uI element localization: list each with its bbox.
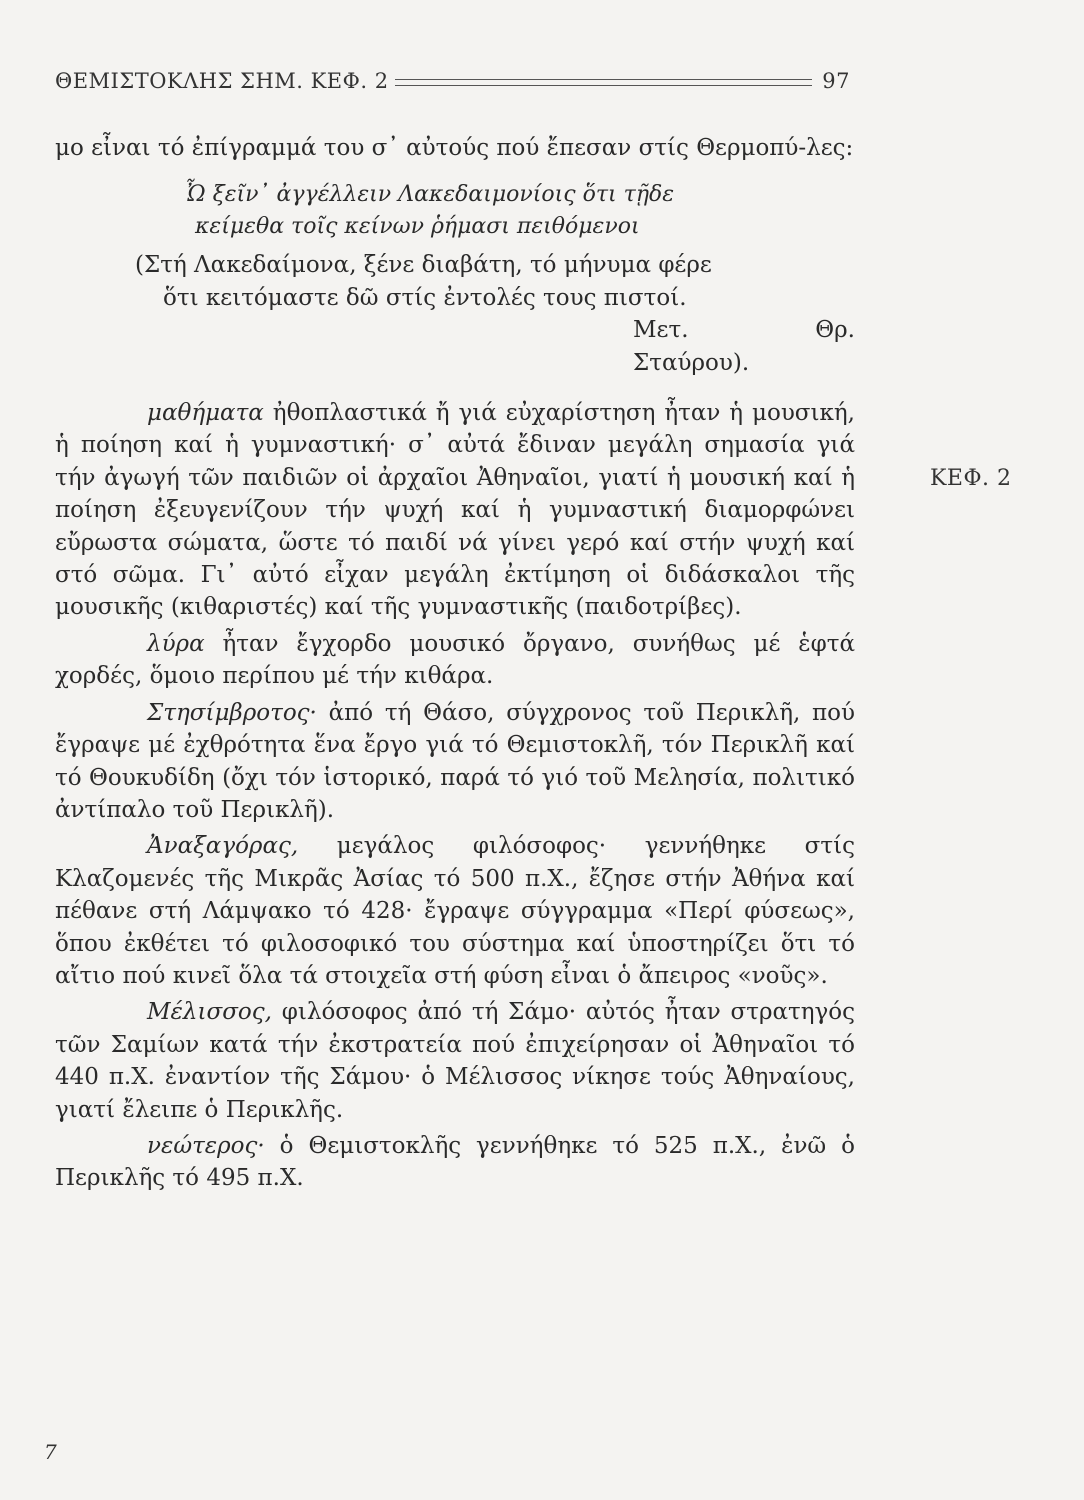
glossary — [55, 397, 855, 1195]
running-header — [55, 66, 850, 96]
gloss-entry — [55, 996, 855, 1126]
gloss-term: λύρα — [147, 630, 205, 657]
gloss-term: νεώτερος· — [147, 1132, 265, 1159]
gloss-term: Στησίμβροτος· — [147, 699, 317, 726]
gloss-text: ἦταν ἔγχορδο μουσικό ὄργανο, συνήθως μέ ἑφτά χορδές, ὅμοιο περίπου μέ τήν κιθάρα. — [55, 630, 855, 690]
gloss-text: μεγάλος φιλόσοφος· γεννήθηκε στίς Κλαζομενές τῆς Μικρᾶς Ἀσίας τό 500 π.Χ., ἔζησε στήν Ἀθήνα καί πέθανε στή Λάμψακο τό 428· ἔγραψε σύγγραμμα «Περί φύσεως», ὅπου ἐκθέτει τό φιλοσοφικό του σύστημα καί ὑποστηρίζει ὅτι τό αἴτιο πού κινεῖ ὅλα τά στοιχεῖα στή φύση εἶναι ὁ ἄπειρος «νοῦς». — [55, 833, 855, 989]
epigram-greek — [55, 179, 855, 243]
gloss-text: ἠθοπλαστικά ἤ γιά εὐχαρίστηση ἦταν ἡ μουσική, ἡ ποίηση καί ἡ γυμναστική· σ᾽ αὐτά ἔδιναν μεγάλη σημασία γιά τήν ἀγωγή τῶν παιδιῶν οἱ ἀρχαῖοι Ἀθηναῖοι, γιατί ἡ μουσική καί ἡ ποίηση ἐξευγενίζουν τήν ψυχή καί ἡ γυμναστική διαμορφώνει εὔρωστα σώματα, ὥστε τό παιδί νά γίνει γερό καί στήν ψυχή καί στό σῶμα. Γι᾽ αὐτό εἶχαν μεγάλη ἐκτίμηση οἱ διδάσκαλοι τῆς μουσικῆς (κιθαριστές) καί τῆς γυμναστικῆς (παιδοτρίβες). — [55, 400, 855, 621]
epigram-line: κείμεθα τοῖς κείνων ῥήμασι πειθόμενοι — [195, 214, 640, 240]
margin-note: ΚΕΦ. 2 — [930, 466, 1012, 491]
gloss-entry — [55, 397, 855, 624]
translation-credit: Μετ. Θρ. Σταύρου). — [633, 317, 855, 376]
gloss-text: ὁ Θεμιστοκλῆς γεννήθηκε τό 525 π.Χ., ἐνῶ ὁ Περικλῆς τό 495 π.Χ. — [55, 1132, 855, 1192]
gloss-text: φιλόσοφος ἀπό τή Σάμο· αὐτός ἦταν στρατηγός τῶν Σαμίων κατά τήν ἐκστρατεία πού ἐπιχείρησαν οἱ Ἀθηναῖοι τό 440 π.Χ. ἐναντίον τῆς Σάμου· ὁ Μέλισσος νίκησε τούς Ἀθηναίους, γιατί ἔλειπε ὁ Περικλῆς. — [55, 999, 855, 1123]
translation-line: ὅτι κειτόμαστε δῶ στίς ἐντολές τους πιστοί. — [163, 284, 687, 311]
header-rule — [395, 79, 813, 86]
translation-line: (Στή Λακεδαίμονα, ξένε διαβάτη, τό μήνυμα φέρε — [135, 252, 712, 279]
page-body — [55, 132, 855, 1199]
gloss-entry — [55, 628, 855, 693]
gloss-entry — [55, 830, 855, 992]
running-title: ΘΕΜΙΣΤΟΚΛΗΣ ΣΗΜ. ΚΕΦ. 2 — [55, 69, 389, 93]
page-number: 97 — [822, 69, 850, 93]
epigram-translation — [55, 249, 855, 379]
gloss-term: μαθήματα — [147, 400, 264, 427]
gloss-entry — [55, 697, 855, 827]
gloss-term: Μέλισσος, — [147, 999, 272, 1026]
gloss-text: ἀπό τή Θάσο, σύγχρονος τοῦ Περικλῆ, πού ἔγραψε μέ ἐχθρότητα ἕνα ἔργο γιά τό Θεμιστοκλῆ, τόν Περικλῆ καί τό Θουκυδίδη (ὄχι τόν ἱστορικό, παρά τό γιό τοῦ Μελησία, πολιτικό ἀντίπαλο τοῦ Περικλῆ). — [55, 699, 855, 823]
gloss-term: Ἀναξαγόρας, — [147, 833, 299, 860]
signature-mark: 7 — [44, 1440, 57, 1464]
gloss-entry — [55, 1130, 855, 1195]
epigram-line: Ὦ ξεῖν᾽ ἀγγέλλειν Λακεδαιμονίοις ὅτι τῇδε — [185, 182, 675, 208]
intro-text: μο εἶναι τό ἐπίγραμμά του σ᾽ αὐτούς πού ἔπεσαν στίς Θερμοπύ-λες: — [55, 135, 854, 161]
epigram — [55, 179, 855, 379]
